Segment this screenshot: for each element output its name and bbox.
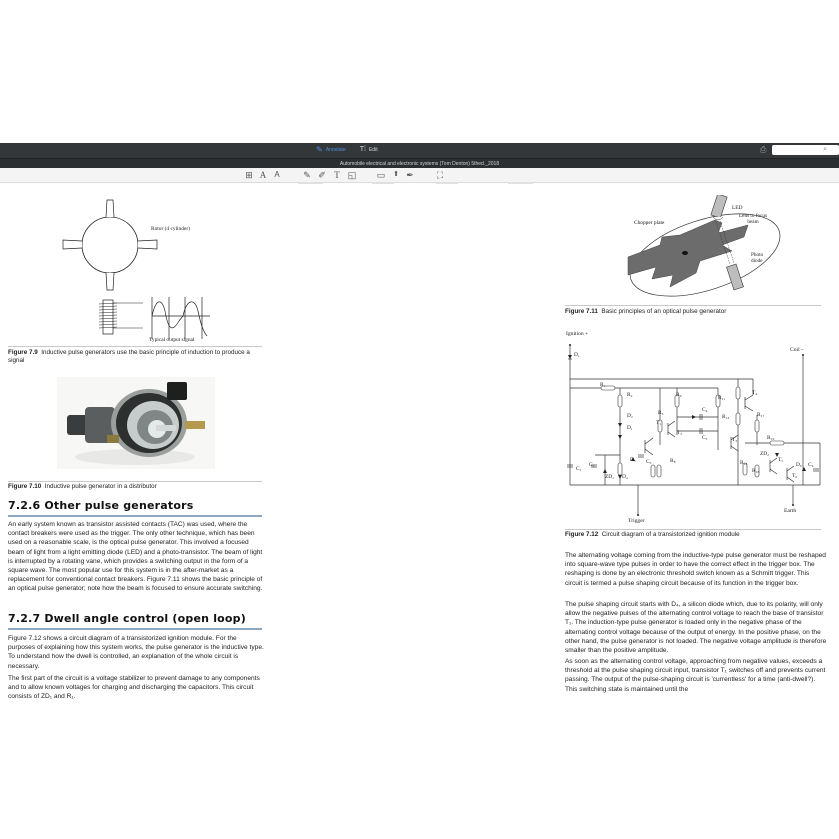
fullscreen-icon[interactable]: ⛶ [436,170,444,180]
section-7-2-7-paragraph-2: The first part of the circuit is a voltage stabilizer to prevent damage to any components and to allow known voltages for charging and discharging the capacitors. This circuit consists of ZD₁ and R₁. [8,675,260,701]
figure-7-10-number: Figure 7.10 [8,483,42,490]
d6-label: D₆ [796,462,802,468]
photo-diode-label: Photo diode [751,252,764,264]
tab-edit-label: Edit [368,147,378,153]
figure-rule [8,346,262,347]
right-paragraph-1: The alternating voltage coming from the inductive-type pulse generator must be reshaped into square-wave type pulses in order to have the correct effect in the trigger box. The reshaping is done by an electronic threshold switch known as a Schmitt trigger. This circuit is termed a pulse shaping circuit because of its function in the trigger box. [565,552,826,587]
r16-label: R₁₆ [740,460,748,466]
annotation-toolbar [0,168,839,183]
c5-label: C₅ [702,435,708,441]
t3-label: T₃ [732,437,738,443]
pen-icon: ✎ [316,145,323,154]
toolbar-divider [436,182,458,184]
text-cursor-icon: T⁞ [359,146,366,153]
r9-label: R₉ [676,392,682,398]
d4-label: D₄ [622,474,628,480]
r11-label: R₁₁ [718,395,726,401]
figure-7-12-circuit [565,335,825,530]
text-box-icon[interactable]: ⊞ [245,170,253,180]
section-7-2-7-paragraph-1: Figure 7.12 shows a circuit diagram of a transistorized ignition module. For the purposes of explaining how this system works, the pulse generator is the inductive type. To understand how the dwell is controlled, an explanation of the whole circuit is necessary. [8,635,264,670]
r2-label: R₂ [627,392,633,398]
highlight-a-icon[interactable]: A [274,170,280,179]
figure-rule [565,305,821,306]
figure-7-9-diagram [55,193,235,343]
rotor-label: Rotor (4 cylinder) [151,226,190,232]
figure-7-11-diagram [610,195,810,305]
section-heading-7-2-6: 7.2.6 Other pulse generators [8,499,194,512]
app-title-bar [0,143,839,158]
c2-label: C₂ [589,462,595,468]
r1-label: R₁ [600,382,606,388]
figure-7-11-number: Figure 7.11 [565,308,598,315]
figure-7-11-text: Basic principles of an optical pulse generator [601,308,727,315]
comment-icon[interactable]: ▭ [376,170,386,180]
c6-label: C₆ [808,462,814,468]
figure-rule [565,529,821,530]
earth-label: Earth [784,508,797,514]
r18-label: R₁₈ [752,468,760,474]
section-7-2-6-paragraph: An early system known as transistor assisted contacts (TAC) was used, where the contact breakers were used as the trigger. The only other technique, which has been used on a reasonable scale, is the optical pulse generator. This involved a focused beam of light from a light emitting diode (LED) and a photo-transistor. The beam of light is interrupted by a rotating vane, which provides a switching output in the form of a square wave. The most popular use for this system is in the after-market as a replacement for conventional contact breakers. Figure 7.11 shows the basic principle of an optical pulse generator; note how the beam is focused to ensure accurate switching. [8,521,263,593]
r14-label: R₁₄ [722,414,730,420]
t5-label: T₅ [778,457,784,463]
signature-icon[interactable]: ✒ [406,170,414,180]
search-field[interactable] [772,145,839,155]
right-page [560,185,839,839]
figure-7-9-caption [8,349,264,365]
t4-label: T₄ [752,390,758,396]
c4-label: C₄ [702,407,708,413]
toolbar-divider [508,182,533,184]
zd1-label: ZD₁ [605,474,615,480]
right-paragraph-3: As soon as the alternating control voltage, approaching from negative values, exceeds a threshold at the pulse shaping circuit input, transistor T₁ switches off and prevents current passing. The output of the pulse-shaping circuit is 'currentless' for a time (anti-dwell?). This switching state is maintained until the [565,658,826,693]
font-a-icon[interactable]: A [259,170,267,180]
d3-label: D₁ [627,425,633,431]
heading-rule [8,515,262,517]
d1-label: D₁ [574,352,580,358]
zd2-label: ZD₂ [760,451,770,457]
figure-7-9-number: Figure 7.9 [8,349,38,356]
tab-edit[interactable] [360,145,378,155]
figure-7-11-caption [565,308,825,316]
figure-7-12-text: Circuit diagram of a transistorized ignition module [601,531,740,538]
stamp-icon[interactable]: ⬆ [393,171,399,178]
lens-label: Lens to focus beam [739,213,767,225]
tab-annotate-label: Annotate [325,147,346,153]
text-tool-icon[interactable]: T [334,170,340,180]
left-page [0,185,270,839]
coil-label: Coil – [790,347,804,353]
section-heading-7-2-7: 7.2.7 Dwell angle control (open loop) [8,612,246,625]
r8-label: R₈ [670,458,676,464]
c1-label: C₁ [576,466,582,472]
r5-label: R₅ [658,410,664,416]
shapes-icon[interactable]: ◱ [347,170,357,180]
heading-rule [8,628,262,630]
figure-7-9-text: Inductive pulse generators use the basic principle of induction to produce a signal [8,349,250,364]
figure-7-10-photo [57,377,215,469]
figure-7-12-number: Figure 7.12 [565,531,599,538]
mode-tabs [316,145,378,155]
led-label: LED [732,205,743,211]
trigger-label: Trigger [628,518,645,524]
tab-annotate[interactable] [316,145,346,155]
t6-label: T₆ [792,473,798,479]
ignition-label: Ignition + [566,331,589,337]
output-signal-label: Typical output signal [149,337,195,343]
search-icon: ⌕ [823,146,827,153]
eraser-icon[interactable]: ✐ [318,170,326,180]
c3-label: C₃ [646,459,652,465]
figure-7-12-caption [565,531,825,539]
d5-label: D₅ [630,457,636,463]
figure-7-10-text: Inductive pulse generator in a distributor [44,483,157,490]
r17-label: R₁₇ [757,412,765,418]
right-paragraph-2: The pulse shaping circuit starts with D₄, a silicon diode which, due to its polarity, will only allow the negative pulses of the alternating control voltage to reach the base of transistor T₁. The induction-type pulse generator is loaded only in the negative phase of the alternating control voltage because of the output of energy. In the positive phase, on the other hand, the pulse generator is not loaded. The negative voltage amplitude is therefore smaller than the positive amplitude. [565,601,827,655]
share-icon[interactable]: ⎙ [760,145,767,154]
t2-label: T₂ [677,430,683,436]
figure-7-10-caption [8,483,264,491]
figure-rule [8,481,262,482]
d2-label: D₂ [627,413,633,419]
document-title-bar [0,158,839,168]
r19-label: R₁₉ [767,435,775,441]
document-title: Automobile electrical and electronic systems (Tom Denton) 5thed._2018 [339,161,500,167]
toolbar-divider [372,182,394,184]
toolbar-divider [298,182,323,184]
chopper-plate-label: Chopper plate [634,220,665,226]
t1-label: T₁ [656,420,662,426]
pencil-icon[interactable]: ✎ [303,170,311,180]
